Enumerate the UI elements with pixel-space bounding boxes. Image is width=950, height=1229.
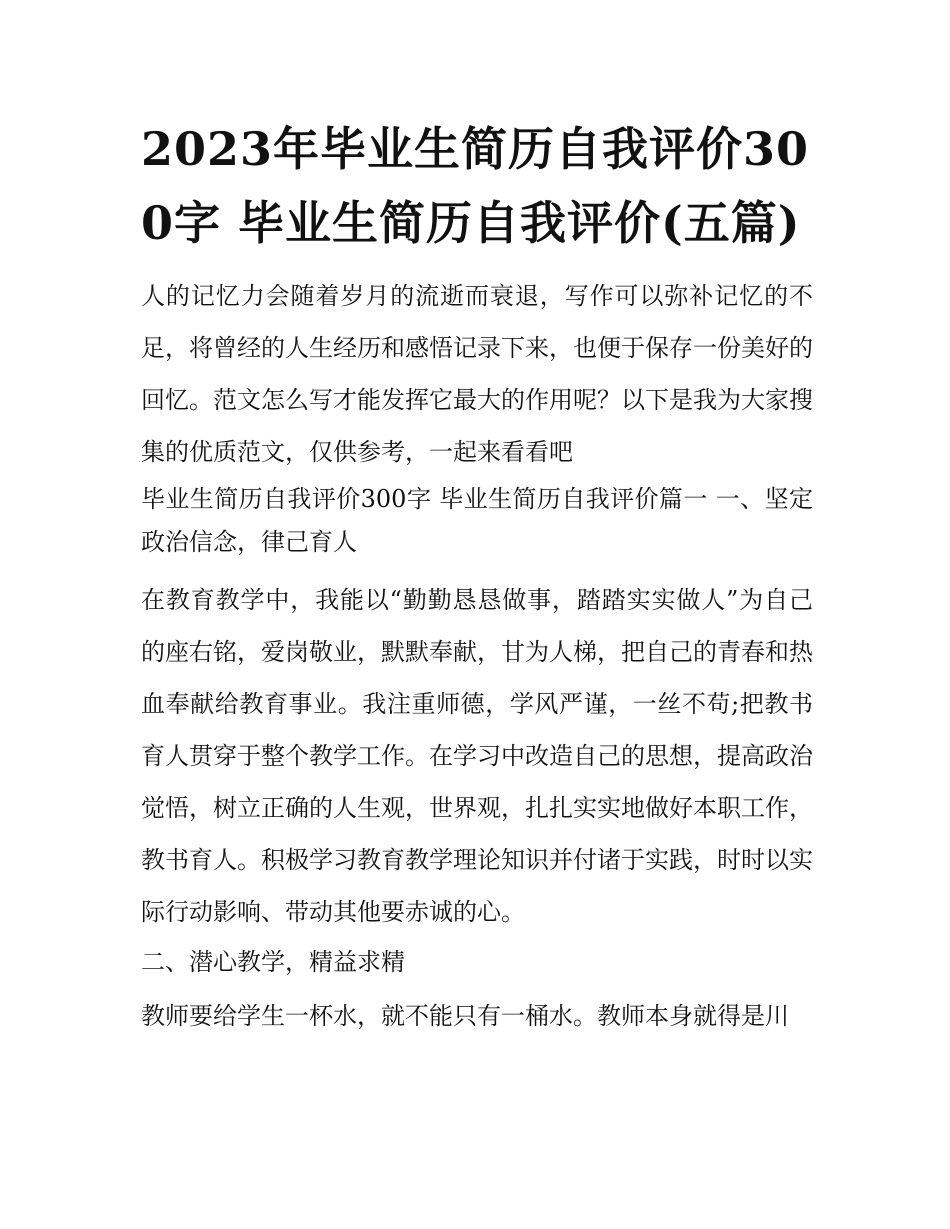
document-title: 2023年毕业生简历自我评价300字 毕业生简历自我评价(五篇) (141, 122, 810, 250)
intro-paragraph: 人的记忆力会随着岁月的流逝而衰退，写作可以弥补记忆的不足，将曾经的人生经历和感悟记录下来，也便于保存一份美好的回忆。范文怎么写才能发挥它最大的作用呢？以下是我为大家搜集的优质范文，仅供参考，一起来看看吧 (141, 282, 813, 466)
section-heading-1: 毕业生简历自我评价300字 毕业生简历自我评价篇一 一、坚定政治信念，律己育人 (141, 485, 813, 556)
body-paragraph-1: 在教育教学中，我能以“勤勤恳恳做事，踏踏实实做人”为自己的座右铭，爱岗敬业，默默奉献，甘为人梯，把自己的青春和热血奉献给教育事业。我注重师德，学风严谨，一丝不苟;把教书育人贯穿于整个教学工作。在学习中改造自己的思想，提高政治觉悟，树立正确的人生观，世界观，扎扎实实地做好本职工作，教书育人。积极学习教育教学理论知识并付诸于实践，时时以实际行动影响、带动其他要赤诚的心。 (141, 586, 813, 926)
document-page (141, 112, 813, 1042)
body-paragraph-2: 教师要给学生一杯水，就不能只有一桶水。教师本身就得是川 (141, 1002, 789, 1030)
section-heading-2: 二、潜心教学，精益求精 (141, 948, 405, 976)
